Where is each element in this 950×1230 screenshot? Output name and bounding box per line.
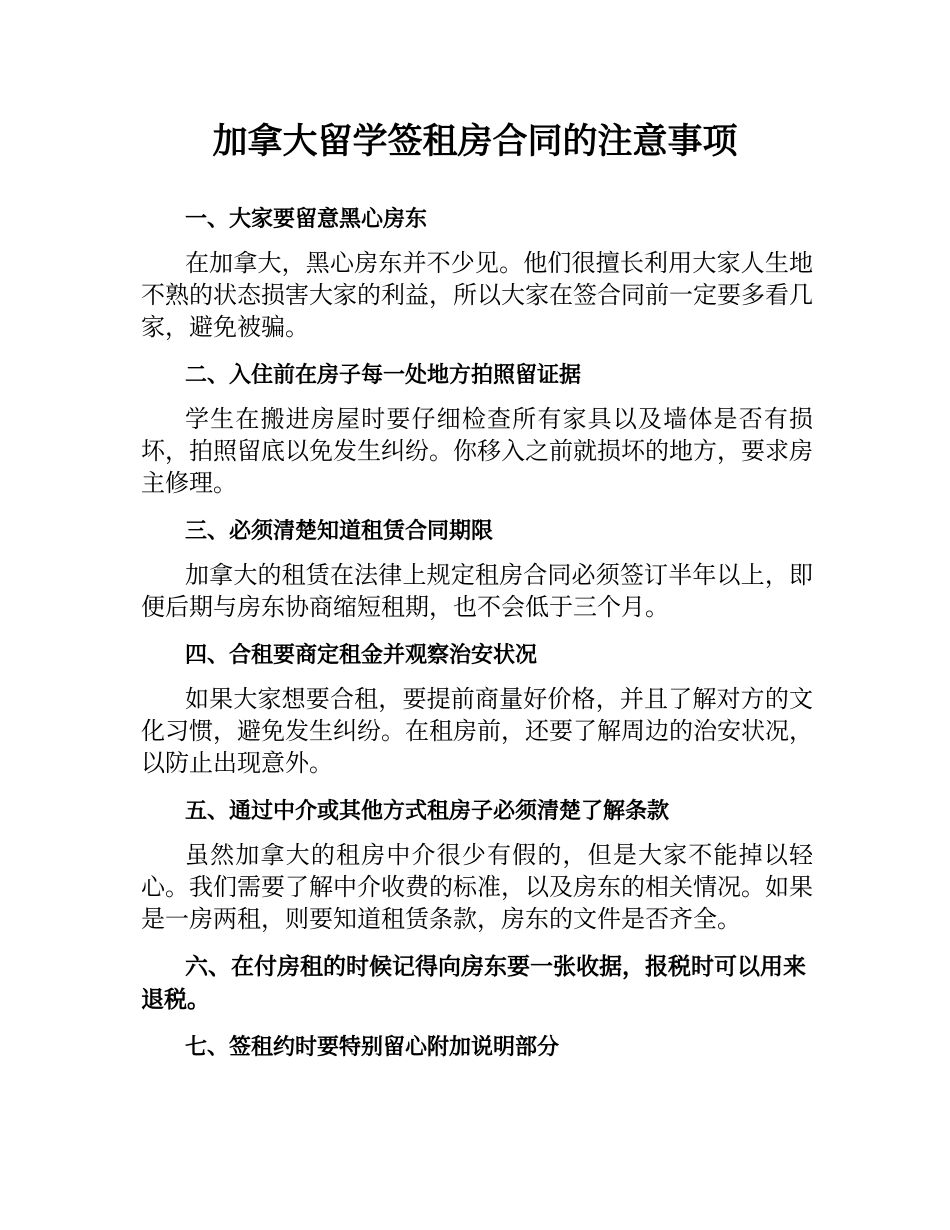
section-paragraph: 学生在搬进房屋时要仔细检查所有家具以及墙体是否有损坏，拍照留底以免发生纠纷。你移入之前就损坏的地方，要求房主修理。	[141, 405, 813, 497]
section-2	[141, 359, 813, 499]
section-paragraph: 加拿大的租赁在法律上规定租房合同必须签订半年以上，即便后期与房东协商缩短租期，也不会低于三个月。	[141, 561, 813, 621]
section-1	[141, 203, 813, 343]
section-heading: 二、入住前在房子每一处地方拍照留证据	[185, 363, 582, 388]
section-heading: 六、在付房租的时候记得向房东要一张收据，报税时可以用来退税。	[141, 954, 806, 1013]
section-paragraph: 在加拿大，黑心房东并不少见。他们很擅长利用大家人生地不熟的状态损害大家的利益，所以大家在签合同前一定要多看几家，避免被骗。	[141, 249, 813, 341]
section-3	[141, 515, 813, 623]
section-heading: 一、大家要留意黑心房东	[185, 207, 428, 232]
section-7	[141, 1031, 813, 1065]
section-heading: 五、通过中介或其他方式租房子必须清楚了解条款	[185, 799, 670, 824]
section-5	[141, 795, 813, 935]
section-heading: 七、签租约时要特别留心附加说明部分	[185, 1035, 560, 1060]
document-body	[141, 203, 813, 1075]
section-paragraph: 虽然加拿大的租房中介很少有假的，但是大家不能掉以轻心。我们需要了解中介收费的标准，以及房东的相关情况。如果是一房两租，则要知道租赁条款，房东的文件是否齐全。	[141, 841, 813, 933]
section-heading: 四、合租要商定租金并观察治安状况	[185, 643, 538, 668]
section-paragraph: 如果大家想要合租，要提前商量好价格，并且了解对方的文化习惯，避免发生纠纷。在租房前，还要了解周边的治安状况，以防止出现意外。	[141, 685, 813, 777]
section-6	[141, 951, 813, 1017]
section-heading: 三、必须清楚知道租赁合同期限	[185, 519, 494, 544]
section-4	[141, 639, 813, 779]
document-title: 加拿大留学签租房合同的注意事项	[212, 122, 738, 162]
